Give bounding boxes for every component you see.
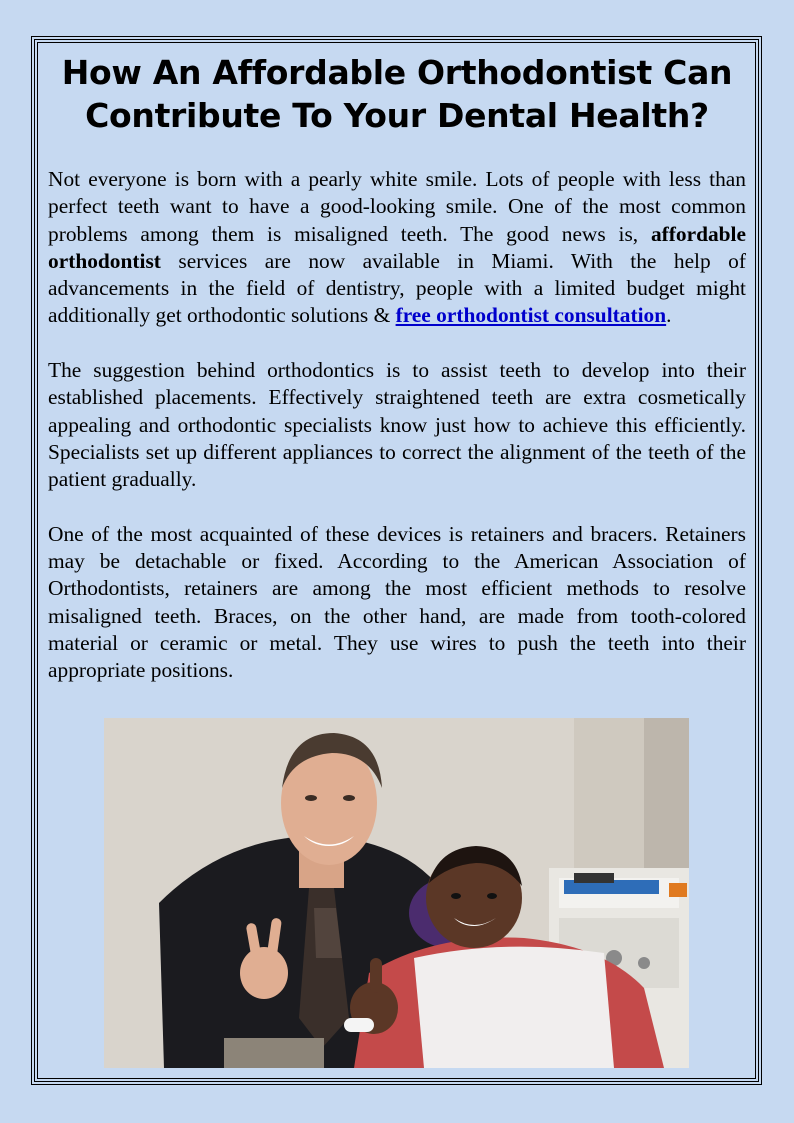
- paragraph-intro-text-c: .: [666, 303, 672, 328]
- paragraph-intro-text-b: services are now available in Miami. With the help of advancements in the field of dentistry, people with a limited budget might additionally get orthodontic solutions &: [48, 248, 746, 328]
- paragraph-intro: [48, 166, 746, 330]
- paragraph-retainers: One of the most acquainted of these devices is retainers and bracers. Retainers may be detachable or fixed. According to the American Association of Orthodontists, retainers are among the most efficient methods to resolve misaligned teeth. Braces, on the other hand, are made from tooth-colored material or ceramic or metal. They use wires to push the teeth into their appropriate positions.: [48, 521, 746, 683]
- article-body: [48, 166, 746, 685]
- page-title: How An Affordable Orthodontist Can Contribute To Your Dental Health?: [61, 53, 733, 135]
- free-consultation-link[interactable]: free orthodontist consultation: [395, 303, 667, 328]
- paragraph-orthodontics: The suggestion behind orthodontics is to assist teeth to develop into their established placements. Effectively straightened teeth are extra cosmetically appealing and orthodontic specialists know just how to achieve this efficiently. Specialists set up different appliances to correct the alignment of the teeth of the patient gradually.: [48, 358, 746, 492]
- paragraph-intro-text-a: Not everyone is born with a pearly white smile. Lots of people with less than perfect teeth want to have a good-looking smile. One of the most common problems among them is misaligned teeth. The good news is,: [48, 167, 746, 246]
- affordable-orthodontist-emphasis: affordable orthodontist: [48, 221, 746, 273]
- dentist-and-patient-photo: [104, 718, 689, 1068]
